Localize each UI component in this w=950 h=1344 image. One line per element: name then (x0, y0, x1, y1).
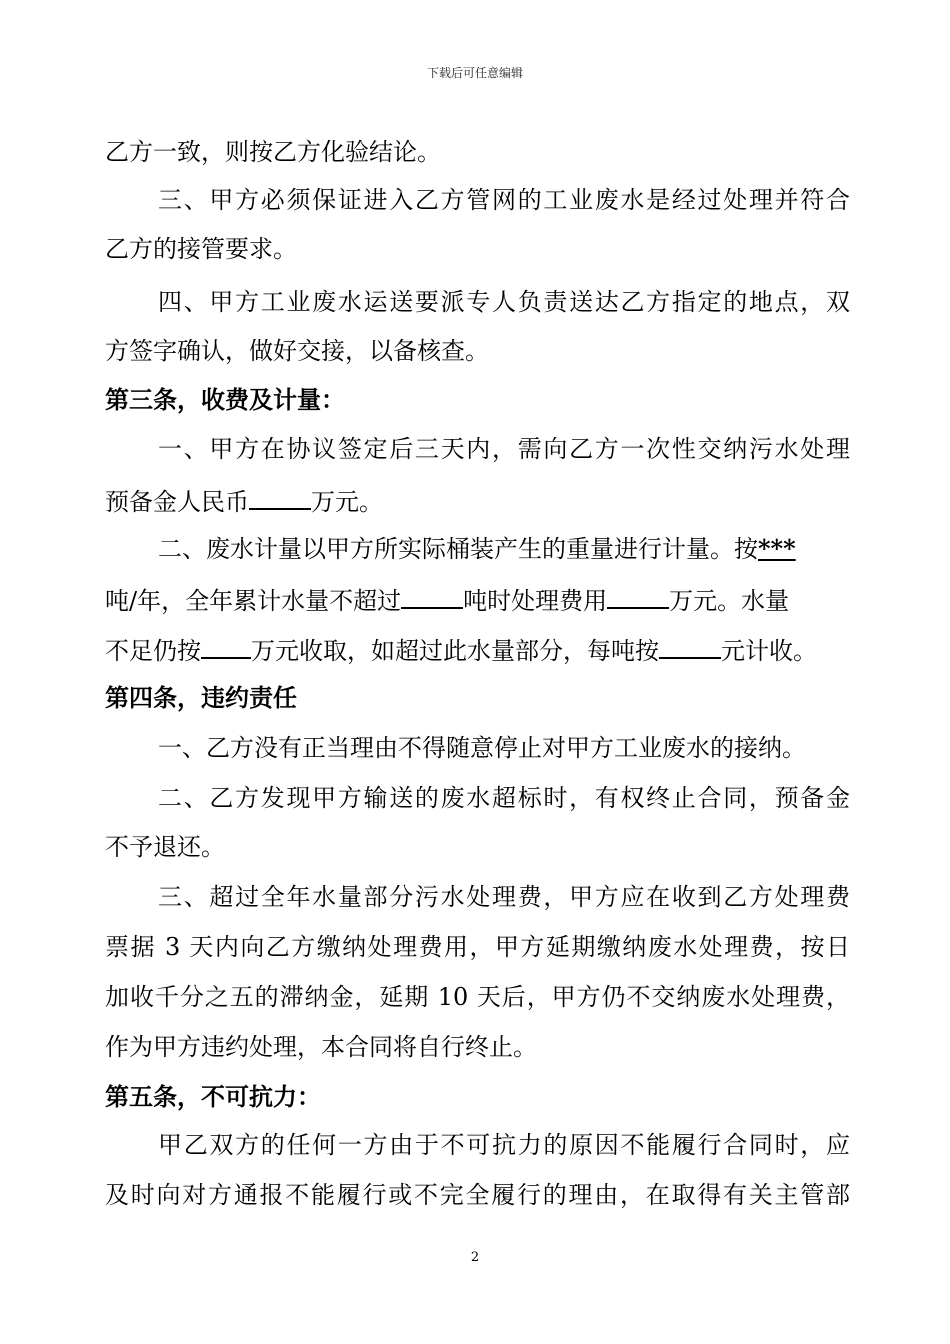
paragraph-line: 加收千分之五的滞纳金，延期 10 天后，甲方仍不交纳废水处理费， (105, 983, 850, 1011)
paragraph-line: 吨/年，全年累计水量不超过 吨时处理费用 万元。水量 (105, 583, 850, 613)
amount-blank (249, 484, 311, 510)
section-heading-4: 第四条，违约责任 (105, 683, 297, 712)
page-header: 下载后可任意编辑 (426, 66, 523, 80)
paragraph-line: 甲乙双方的任何一方由于不可抗力的原因不能履行合同时，应 (158, 1131, 850, 1159)
paragraph-line: 三、甲方必须保证进入乙方管网的工业废水是经过处理并符合 (158, 186, 850, 214)
paragraph-line: 一、乙方没有正当理由不得随意停止对甲方工业废水的接纳。 (158, 734, 806, 762)
page-number: 2 (470, 1250, 480, 1265)
paragraph-line: 三、超过全年水量部分污水处理费，甲方应在收到乙方处理费 (158, 883, 850, 911)
paragraph-line: 作为甲方违约处理，本合同将自行终止。 (105, 1033, 537, 1061)
paragraph-line: 预备金人民币 万元。 (105, 484, 850, 514)
paragraph-line: 及时向对方通报不能履行或不完全履行的理由，在取得有关主管部 (105, 1181, 850, 1209)
redacted-value: *** (758, 534, 796, 563)
tonnage-blank (401, 583, 463, 609)
paragraph-line: 票据 3 天内向乙方缴纳处理费用，甲方延期缴纳废水处理费，按日 (105, 933, 850, 961)
paragraph-line: 方签字确认，做好交接，以备核查。 (105, 337, 489, 365)
paragraph-line: 乙方的接管要求。 (105, 235, 297, 263)
paragraph-line: 一、甲方在协议签定后三天内，需向乙方一次性交纳污水处理 (158, 435, 850, 463)
paragraph-line: 四、甲方工业废水运送要派专人负责送达乙方指定的地点，双 (158, 288, 850, 316)
minimum-fee-blank (201, 633, 251, 659)
paragraph-line: 二、废水计量以甲方所实际桶装产生的重量进行计量。按*** (158, 534, 796, 563)
section-heading-5: 第五条，不可抗力： (105, 1082, 321, 1111)
section-heading-3: 第三条，收费及计量： (105, 385, 345, 414)
paragraph-line: 不予退还。 (105, 833, 225, 861)
fee-blank (607, 583, 669, 609)
paragraph-line: 二、乙方发现甲方输送的废水超标时，有权终止合同，预备金 (158, 784, 850, 812)
paragraph-line: 乙方一致，则按乙方化验结论。 (105, 138, 441, 166)
paragraph-line: 不足仍按 万元收取，如超过此水量部分，每吨按 元计收。 (105, 633, 850, 663)
per-ton-fee-blank (659, 633, 721, 659)
